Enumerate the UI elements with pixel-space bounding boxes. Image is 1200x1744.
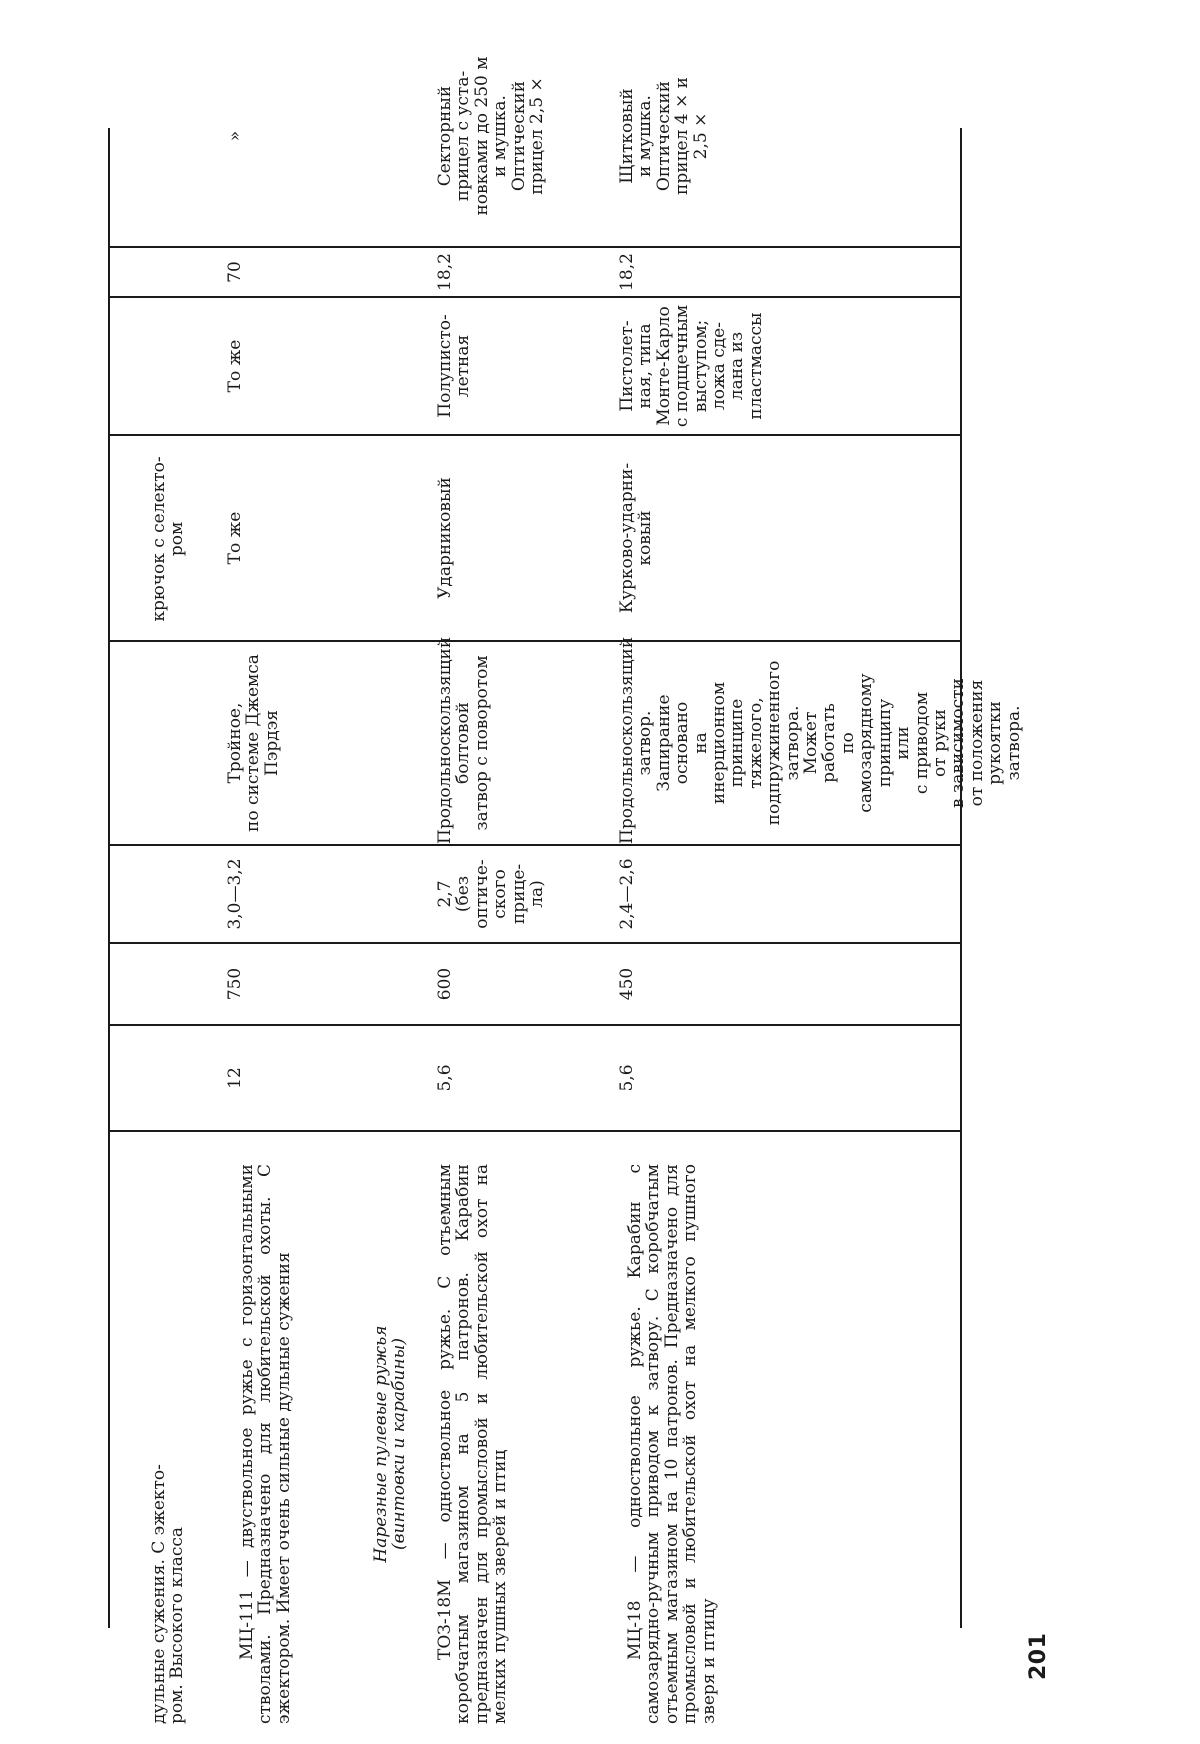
row3-locking: Продольноскользящий болтовой затвор с поворотом [435, 636, 492, 844]
row4-trigger: Курково-ударни- ковый [617, 462, 656, 614]
table-rule-top [108, 128, 110, 1628]
row3-trigger: Ударниковый [435, 477, 455, 599]
group-heading: Нарезные пулевые ружья (винтовки и карабины) [371, 1325, 410, 1563]
row1-description: МЦ-111 — двуствольное ружье с горизонтальными стволами. Предназначено для любительской охоты. С эжектором. Имеет очень сильные дульные сужения [237, 1164, 294, 1724]
row3-description: ТОЗ-18М — одноствольное ружье. С отъемным коробчатым магазином на 5 патронов. Карабин предназначен для промысловой и любительской охот на мелких пушных зверей и птиц [435, 1164, 511, 1724]
row0-trigger: крючок с селекто- ром [149, 456, 188, 622]
row3-caliber: 5,6 [435, 1064, 455, 1092]
row1-caliber: 12 [225, 1067, 245, 1089]
row1-stock: То же [225, 339, 245, 393]
row4-sight-line: 18,2 [617, 253, 637, 291]
row1-sights: » [225, 130, 245, 142]
table-rule-bottom [960, 128, 962, 1628]
row3-sights: Секторный прицел с уста- новками до 250 м и мушка. Оптический прицел 2,5 × [435, 56, 548, 216]
row3-sight-line: 18,2 [435, 253, 455, 291]
row1-locking: Тройное, по системе Джемса Пэрдэя [225, 654, 282, 832]
row4-description: МЦ-18 — одноствольное ружье. Карабин с самозарядно-ручным приводом к затвору. С коробчатым отъемным магазином на 10 патронов. Предназначено для промысловой и любительской охот на мелкого пушного зверя и птицу [625, 1164, 719, 1724]
row1-trigger: То же [225, 511, 245, 565]
row4-barrel-length: 450 [617, 967, 637, 1001]
row4-caliber: 5,6 [617, 1064, 637, 1092]
col-sep-1 [108, 1130, 960, 1132]
row3-stock: Полуписто- летная [435, 314, 474, 418]
row0-description: дульные сужения. С эжекто- ром. Высокого класса [149, 1464, 188, 1724]
row4-mass: 2,4—2,6 [617, 858, 637, 930]
page-number: 201 [1026, 1632, 1051, 1680]
row4-stock: Пистолет- ная, типа Монте-Карло с подщечным выступом; ложа сде- лана из пластмассы [617, 304, 766, 428]
row1-barrel-length: 750 [225, 967, 245, 1001]
row4-locking: Продольноскользящий затвор. Запирание основано на инерционном принципе тяжелого, подпружиненного затвора. Может работать по самозарядному принципу или с приводом от руки в зависимости от положения рукоятки затвора. [617, 636, 1024, 844]
row3-mass: 2,7 (без оптиче- ского прице- ла) [435, 859, 548, 929]
row1-sight-line: 70 [225, 261, 245, 283]
row4-sights: Щитковый и мушка. Оптический прицел 4 × и 2,5 × [617, 77, 711, 195]
row1-mass: 3,0—3,2 [225, 858, 245, 930]
row3-barrel-length: 600 [435, 967, 455, 1001]
